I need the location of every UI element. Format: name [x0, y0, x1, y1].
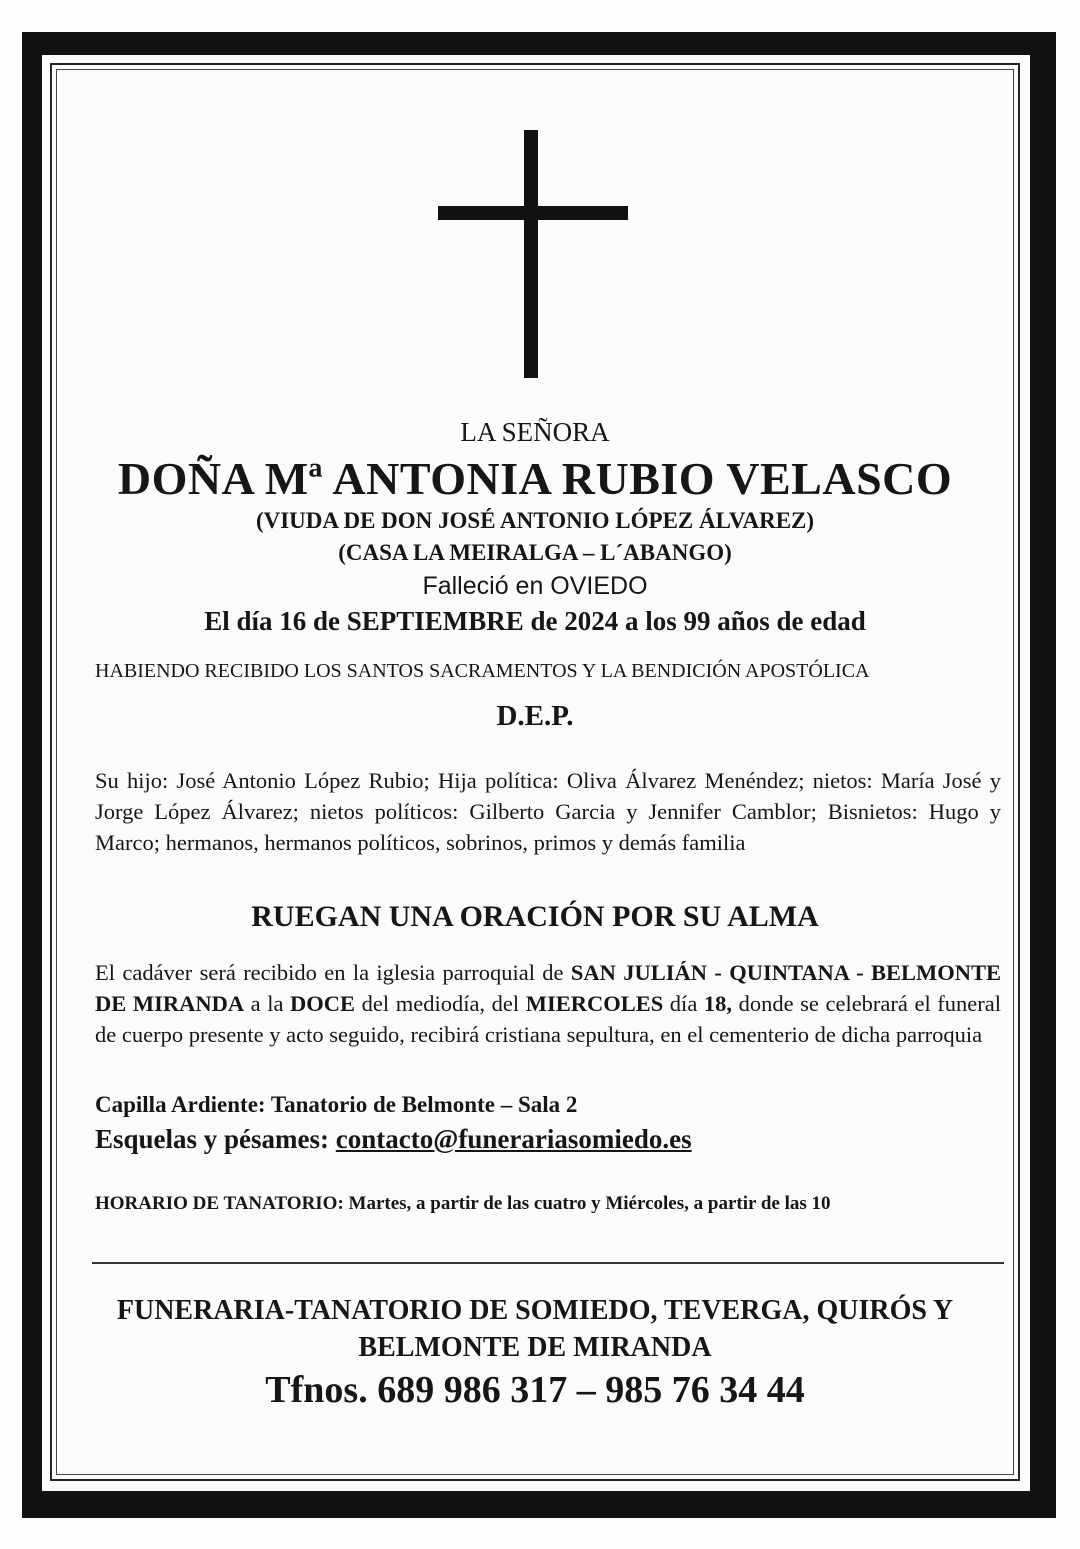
burial-weekday: MIERCOLES — [525, 991, 664, 1016]
cross-icon — [524, 130, 538, 378]
sacraments-line: HABIENDO RECIBIDO LOS SANTOS SACRAMENTOS Y LA BENDICIÓN APOSTÓLICA — [95, 660, 870, 682]
burial-day: 18, — [703, 991, 733, 1016]
deceased-name: DOÑA Mª ANTONIA RUBIO VELASCO — [117, 453, 953, 504]
date-age-line: El día 16 de SEPTIEMBRE de 2024 a los 99 años de edad — [204, 606, 866, 636]
rip-line: D.E.P. — [496, 700, 574, 732]
burial-text-2: a la — [244, 991, 291, 1016]
house-line: (CASA LA MEIRALGA – L´ABANGO) — [338, 540, 732, 565]
burial-church: SAN JULIÁN - QUINTANA - BELMONTE DE MIRANDA — [95, 960, 1001, 1016]
phone-numbers: Tfnos. 689 986 317 – 985 76 34 44 — [265, 1369, 805, 1411]
burial-text-5: donde se celebrará el funeral de cuerpo presente y acto seguido, recibirá cristiana sepultura, en el cementerio de dicha parroquia — [95, 991, 1001, 1047]
family-paragraph: Su hijo: José Antonio López Rubio; Hija política: Oliva Álvarez Menéndez; nietos: María José y Jorge López Álvarez; nietos políticos: Gilberto Garcia y Jennifer Camblor; Bisnietos: Hugo y Marco; hermanos, hermanos políticos, sobrinos, primos y demás familia — [95, 768, 1001, 855]
hours-line: HORARIO DE TANATORIO: Martes, a partir de las cuatro y Miércoles, a partir de las 10 — [95, 1193, 831, 1214]
condolences-label: Esquelas y pésames: — [95, 1124, 336, 1154]
footer-company-line-1: FUNERARIA-TANATORIO DE SOMIEDO, TEVERGA, QUIRÓS Y — [116, 1295, 954, 1326]
died-in-line: Falleció en OVIEDO — [422, 572, 648, 600]
prayer-heading: RUEGAN UNA ORACIÓN POR SU ALMA — [251, 900, 819, 933]
condolences-email-link[interactable]: contacto@funerariasomiedo.es — [335, 1124, 692, 1154]
burial-paragraph — [95, 957, 1001, 1050]
burial-text-4: día — [663, 991, 704, 1016]
footer-company-line-2: BELMONTE DE MIRANDA — [358, 1332, 712, 1363]
condolences-line — [95, 1124, 692, 1155]
chapel-line: Capilla Ardiente: Tanatorio de Belmonte – Sala 2 — [95, 1092, 578, 1117]
burial-time: DOCE — [290, 991, 356, 1016]
honorific-title: LA SEÑORA — [460, 417, 610, 447]
divider — [92, 1262, 1004, 1264]
cross-icon-bar — [438, 206, 628, 220]
widow-of-line: (VIUDA DE DON JOSÉ ANTONIO LÓPEZ ÁLVAREZ) — [255, 508, 815, 533]
burial-text-1: El cadáver será recibido en la iglesia parroquial de — [95, 960, 571, 985]
burial-text-3: del mediodía, del — [355, 991, 526, 1016]
